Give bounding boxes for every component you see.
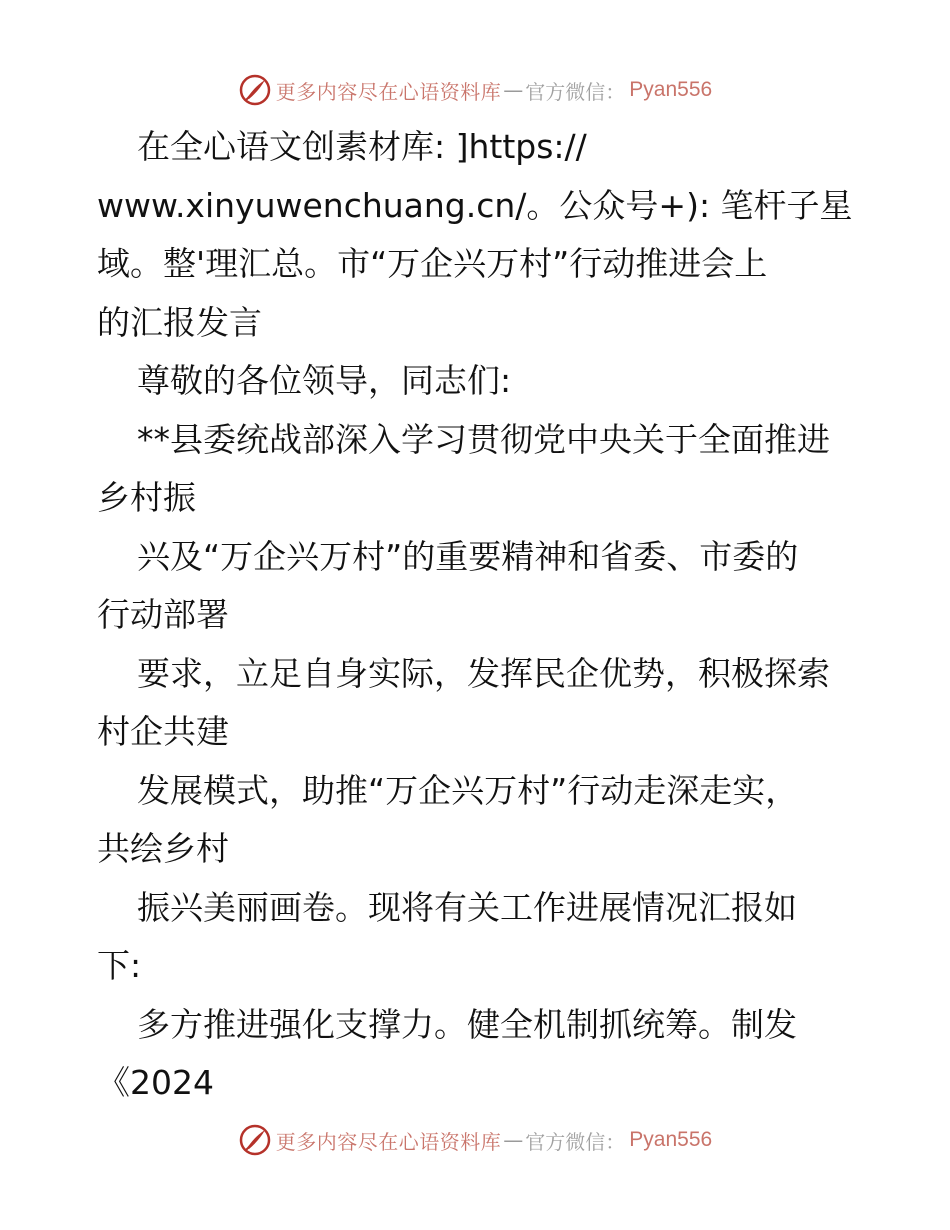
document-line: 下: xyxy=(97,946,142,985)
document-line: 兴及“万企兴万村”的重要精神和省委、市委的 xyxy=(137,536,799,576)
banner-separator: — xyxy=(503,1128,524,1152)
document-line: 要求，立足自身实际，发挥民企优势，积极探索 xyxy=(137,653,830,693)
document-line: 发展模式，助推“万企兴万村”行动走深走实， xyxy=(137,770,799,810)
banner-promo-text: 更多内容尽在心语资料库 xyxy=(275,1129,502,1154)
document-line: 行动部署 xyxy=(97,595,229,634)
document-line: 村企共建 xyxy=(97,712,229,751)
document-line: 振兴美丽画卷。现将有关工作进展情况汇报如 xyxy=(137,887,797,927)
document-line: 《2024 xyxy=(97,1063,214,1102)
document-line: 多方推进强化支撑力。健全机制抓统筹。制发 xyxy=(137,1004,797,1044)
salutation-line: 尊敬的各位领导，同志们: xyxy=(137,361,512,400)
quill-pen-icon xyxy=(238,73,272,107)
document-line: 在全心语文创素材库: ]https:// xyxy=(137,127,587,166)
document-line: 共绘乡村 xyxy=(97,829,229,868)
document-line: www.xinyuwenchuang.cn/。公众号+): 笔杆子星 xyxy=(97,185,853,225)
banner-separator: — xyxy=(503,78,524,102)
banner-wechat-id: Pyan556 xyxy=(629,78,713,101)
banner-wechat-label: 官方微信： xyxy=(525,79,626,104)
quill-pen-icon xyxy=(238,1123,272,1157)
document-line: 域。整'理汇总。市“万企兴万村”行动推进会上 xyxy=(97,244,768,283)
document-body xyxy=(97,118,857,1113)
banner-promo-text: 更多内容尽在心语资料库 xyxy=(275,79,502,104)
document-line: 乡村振 xyxy=(97,478,196,517)
footer-banner xyxy=(0,1120,950,1160)
header-banner xyxy=(0,70,950,110)
document-line: 的汇报发言 xyxy=(97,302,262,342)
banner-wechat-label: 官方微信： xyxy=(525,1129,626,1154)
banner-wechat-id: Pyan556 xyxy=(629,1128,713,1151)
document-line: **县委统战部深入学习贯彻党中央关于全面推进 xyxy=(137,419,830,459)
